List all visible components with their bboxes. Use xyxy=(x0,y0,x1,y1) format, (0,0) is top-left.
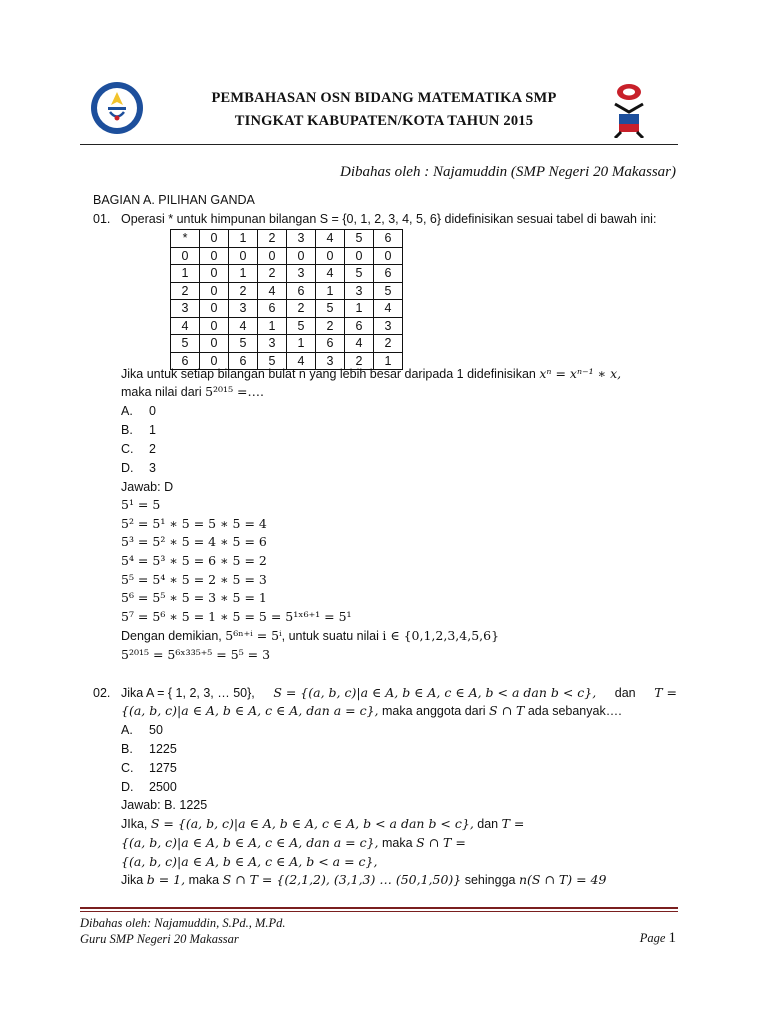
q2-line1 xyxy=(121,684,677,702)
q2-sol1 xyxy=(121,815,524,833)
table-cell: 6 xyxy=(374,265,403,283)
table-cell: 1 xyxy=(374,352,403,370)
option-item xyxy=(121,778,177,797)
table-cell: 1 xyxy=(229,230,258,248)
table-cell: 3 xyxy=(316,352,345,370)
option-value: 1 xyxy=(149,423,156,437)
option-value: 3 xyxy=(149,461,156,475)
footer-rule-thick xyxy=(80,907,678,909)
q1-definition xyxy=(121,365,621,383)
table-cell: 0 xyxy=(200,265,229,283)
table-row xyxy=(171,317,403,335)
header-title-line1: PEMBAHASAN OSN BIDANG MATEMATIKA SMP xyxy=(211,90,557,106)
q2-line2-b: maka anggota dari xyxy=(382,704,486,718)
q2-sol4-b: b = 1, xyxy=(146,872,186,887)
page-number xyxy=(640,930,676,947)
q2-sol3: {(a, b, c)|a ∈ A, b ∈ A, c ∈ A, b < a = c}, xyxy=(121,854,378,869)
table-cell: 4 xyxy=(287,352,316,370)
q2-sol2 xyxy=(121,834,466,852)
option-item xyxy=(121,459,156,478)
table-cell: 3 xyxy=(171,300,200,318)
footer-rule-thin xyxy=(80,911,678,912)
option-item xyxy=(121,402,156,421)
table-cell: 0 xyxy=(258,247,287,265)
header-title-line2: TINGKAT KABUPATEN/KOTA TAHUN 2015 xyxy=(234,113,534,129)
q2-answer: Jawab: B. 1225 xyxy=(121,798,208,812)
footer-author: Dibahas oleh: Najamuddin, S.Pd., M.Pd. xyxy=(80,916,286,930)
option-label: B. xyxy=(121,742,133,756)
section-title: BAGIAN A. PILIHAN GANDA xyxy=(93,193,255,207)
option-value: 1225 xyxy=(149,742,177,756)
option-value: 2500 xyxy=(149,780,177,794)
table-cell: 4 xyxy=(171,317,200,335)
table-cell: 0 xyxy=(200,300,229,318)
table-row xyxy=(171,265,403,283)
table-cell: 4 xyxy=(316,265,345,283)
table-cell: 3 xyxy=(229,300,258,318)
table-cell: 5 xyxy=(229,335,258,353)
q1-formula2: 5²⁰¹⁵ =…. xyxy=(205,384,264,399)
table-cell: 0 xyxy=(200,247,229,265)
option-item xyxy=(121,759,177,778)
table-cell: 2 xyxy=(316,317,345,335)
table-cell: 5 xyxy=(345,230,374,248)
q2-sol4-e: sehingga xyxy=(464,873,516,887)
q1-steps xyxy=(121,496,352,627)
q2-line1-c: dan xyxy=(614,686,636,700)
option-label: A. xyxy=(121,404,133,418)
table-row xyxy=(171,282,403,300)
table-cell: 3 xyxy=(287,230,316,248)
table-row xyxy=(171,230,403,248)
table-cell: 0 xyxy=(200,230,229,248)
table-cell: 0 xyxy=(345,247,374,265)
table-cell: 0 xyxy=(200,282,229,300)
q2-options xyxy=(121,721,177,797)
q2-sol4-a: Jika xyxy=(121,873,144,887)
solution-step: 5⁷ = 5⁶ ∗ 5 = 1 ∗ 5 = 5 = 5¹ˣ⁶⁺¹ = 5¹ xyxy=(121,609,352,625)
q2-sol1-d: T = xyxy=(501,816,525,831)
q1-text2: maka nilai dari xyxy=(121,385,202,399)
option-item xyxy=(121,421,156,440)
table-row xyxy=(171,247,403,265)
table-cell: 4 xyxy=(316,230,345,248)
table-cell: 6 xyxy=(287,282,316,300)
table-cell: 0 xyxy=(200,335,229,353)
table-cell: 4 xyxy=(229,317,258,335)
table-cell: 3 xyxy=(258,335,287,353)
option-value: 0 xyxy=(149,404,156,418)
table-cell: 5 xyxy=(316,300,345,318)
table-cell: 5 xyxy=(171,335,200,353)
table-cell: 1 xyxy=(345,300,374,318)
q1-conclusion-text1: Dengan demikian, xyxy=(121,629,222,643)
q2-sol4-d: S ∩ T = {(2,1,2), (3,1,3) … (50,1,50)} xyxy=(222,872,462,887)
table-cell: 5 xyxy=(258,352,287,370)
q1-conclusion-formula1: 5⁶ⁿ⁺ⁱ = 5ⁱ xyxy=(225,628,282,643)
q1-options xyxy=(121,402,156,478)
q2-line2 xyxy=(121,702,622,720)
table-row xyxy=(171,300,403,318)
table-cell: 6 xyxy=(316,335,345,353)
option-label: C. xyxy=(121,442,134,456)
table-cell: 1 xyxy=(229,265,258,283)
q1-formula1: xⁿ = xⁿ⁻¹ ∗ x, xyxy=(539,366,622,381)
header-rule xyxy=(80,144,678,145)
option-label: B. xyxy=(121,423,133,437)
table-cell: 0 xyxy=(200,317,229,335)
q2-sol2-c: S ∩ T = xyxy=(416,835,466,850)
q2-line2-c: S ∩ T xyxy=(489,703,525,718)
table-cell: 0 xyxy=(287,247,316,265)
option-label: A. xyxy=(121,723,133,737)
table-cell: 6 xyxy=(171,352,200,370)
table-cell: 0 xyxy=(374,247,403,265)
solution-step: 5⁵ = 5⁴ ∗ 5 = 2 ∗ 5 = 3 xyxy=(121,571,267,587)
table-cell: 3 xyxy=(345,282,374,300)
table-cell: * xyxy=(171,230,200,248)
table-cell: 2 xyxy=(229,282,258,300)
q2-number: 02. xyxy=(93,686,111,700)
table-cell: 2 xyxy=(374,335,403,353)
option-value: 2 xyxy=(149,442,156,456)
table-cell: 3 xyxy=(374,317,403,335)
q2-sol1-b: S = {(a, b, c)|a ∈ A, b ∈ A, c ∈ A, b < a dan b < c}, xyxy=(150,816,474,831)
solution-step: 5² = 5¹ ∗ 5 = 5 ∗ 5 = 4 xyxy=(121,515,267,531)
q2-line2-d: ada sebanyak…. xyxy=(527,704,622,718)
solution-step: 5⁴ = 5³ ∗ 5 = 6 ∗ 5 = 2 xyxy=(121,553,267,569)
solution-step: 5¹ = 5 xyxy=(121,497,161,512)
table-cell: 0 xyxy=(200,352,229,370)
table-cell: 2 xyxy=(287,300,316,318)
q2-sol2-a: {(a, b, c)|a ∈ A, b ∈ A, c ∈ A, dan a = c}, xyxy=(121,835,379,850)
option-label: D. xyxy=(121,461,134,475)
operation-table xyxy=(170,229,403,370)
byline: Dibahas oleh : Najamuddin (SMP Negeri 20 Makassar) xyxy=(340,164,676,180)
option-label: C. xyxy=(121,761,134,775)
option-label: D. xyxy=(121,780,134,794)
table-cell: 2 xyxy=(258,230,287,248)
table-cell: 2 xyxy=(171,282,200,300)
solution-step: 5⁶ = 5⁵ ∗ 5 = 3 ∗ 5 = 1 xyxy=(121,590,267,606)
option-value: 50 xyxy=(149,723,163,737)
q2-sol4-f: n(S ∩ T) = 49 xyxy=(518,872,607,887)
q2-sol4 xyxy=(121,871,606,889)
q2-sol2-b: maka xyxy=(382,836,413,850)
q1-conclusion xyxy=(121,627,499,645)
option-item xyxy=(121,721,177,740)
q2-sol4-c: maka xyxy=(188,873,220,887)
option-item xyxy=(121,740,177,759)
table-cell: 1 xyxy=(287,335,316,353)
q2-line1-d: T = xyxy=(654,685,677,700)
q1-number: 01. xyxy=(93,212,111,226)
table-cell: 1 xyxy=(171,265,200,283)
table-cell: 0 xyxy=(229,247,258,265)
osn-logo xyxy=(607,82,651,138)
q2-line1-a: Jika A = { 1, 2, 3, … 50}, xyxy=(121,686,255,700)
table-cell: 5 xyxy=(345,265,374,283)
table-cell: 6 xyxy=(229,352,258,370)
q2-line1-b: S = {(a, b, c)|a ∈ A, b ∈ A, c ∈ A, b < a dan b < c}, xyxy=(273,685,597,700)
q1-answer: Jawab: D xyxy=(121,480,174,494)
footer-school: Guru SMP Negeri 20 Makassar xyxy=(80,932,239,946)
table-cell: 1 xyxy=(316,282,345,300)
q1-prompt: Operasi * untuk himpunan bilangan S = {0, 1, 2, 3, 4, 5, 6} didefinisikan sesuai tabel di bawah ini: xyxy=(121,212,657,226)
q1-text1: Jika untuk setiap bilangan bulat n yang lebih besar daripada 1 didefinisikan xyxy=(121,367,536,381)
q2-sol1-c: dan xyxy=(477,817,499,831)
table-cell: 2 xyxy=(258,265,287,283)
q1-question xyxy=(121,383,264,401)
table-cell: 0 xyxy=(171,247,200,265)
table-cell: 4 xyxy=(374,300,403,318)
table-cell: 5 xyxy=(374,282,403,300)
table-cell: 1 xyxy=(258,317,287,335)
q1-conclusion-text2: , untuk suatu nilai xyxy=(281,629,379,643)
table-cell: 5 xyxy=(287,317,316,335)
table-cell: 6 xyxy=(258,300,287,318)
table-cell: 4 xyxy=(345,335,374,353)
table-cell: 2 xyxy=(345,352,374,370)
table-cell: 0 xyxy=(316,247,345,265)
page-number-value: 1 xyxy=(668,930,676,946)
table-cell: 3 xyxy=(287,265,316,283)
table-row xyxy=(171,335,403,353)
table-cell: 6 xyxy=(374,230,403,248)
q2-line2-a: {(a, b, c)|a ∈ A, b ∈ A, c ∈ A, dan a = c}, xyxy=(121,703,379,718)
option-value: 1275 xyxy=(149,761,177,775)
q2-sol1-a: JIka, xyxy=(121,817,148,831)
table-cell: 4 xyxy=(258,282,287,300)
q1-final: 5²⁰¹⁵ = 5⁶ˣ³³⁵⁺⁵ = 5⁵ = 3 xyxy=(121,647,271,662)
q1-conclusion-formula2: i ∈ {0,1,2,3,4,5,6} xyxy=(382,628,500,643)
solution-step: 5³ = 5² ∗ 5 = 4 ∗ 5 = 6 xyxy=(121,534,267,550)
table-cell: 6 xyxy=(345,317,374,335)
page-label: Page xyxy=(639,931,666,945)
option-item xyxy=(121,440,156,459)
